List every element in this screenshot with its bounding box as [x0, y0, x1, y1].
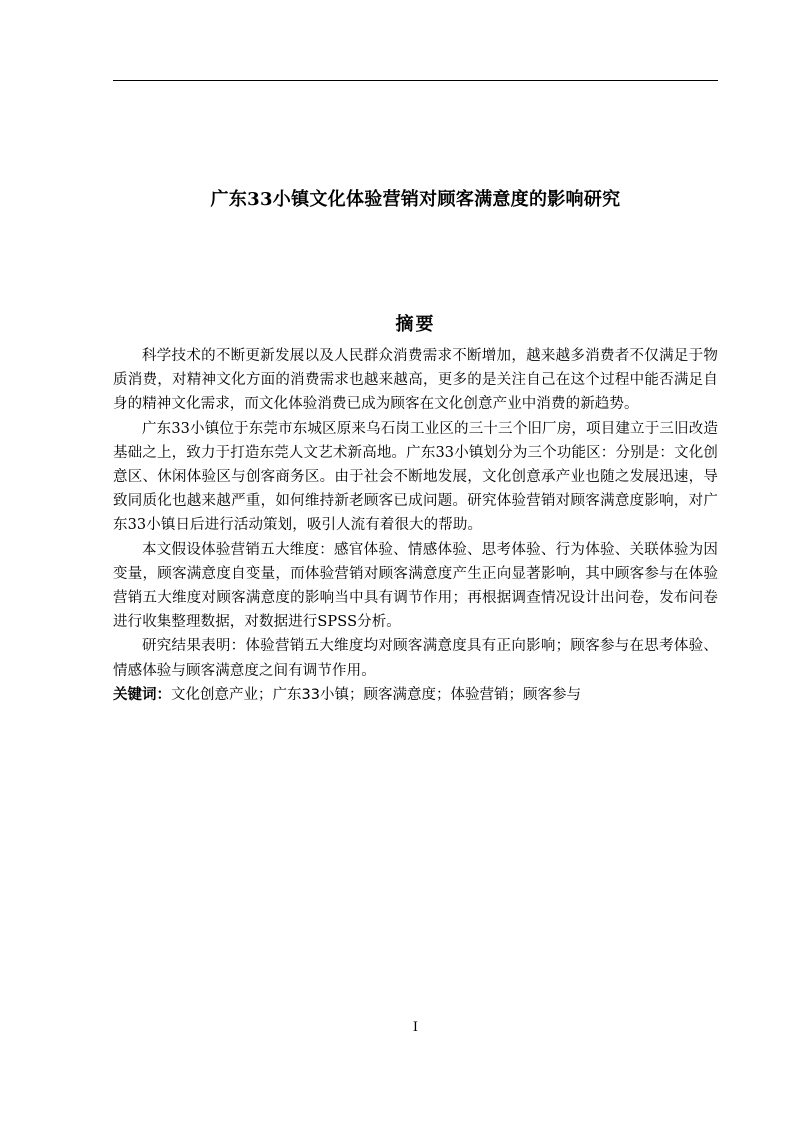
- abstract-paragraph-2: 广东33小镇位于东莞市东城区原来乌石岗工业区的三十三个旧厂房，项目建立于三旧改造基础之上，致力于打造东莞人文艺术新高地。广东33小镇划分为三个功能区：分别是：文化创意区、休闲体验区与创客商务区。由于社会不断地发展，文化创意承产业也随之发展迅速，导致同质化也越来越严重，如何维持新老顾客已成问题。研究体验营销对顾客满意度影响，对广东33小镇日后进行活动策划，吸引人流有着很大的帮助。: [113, 420, 718, 534]
- abstract-paragraph-1: 科学技术的不断更新发展以及人民群众消费需求不断增加，越来越多消费者不仅满足于物质消费，对精神文化方面的消费需求也越来越高，更多的是关注自己在这个过程中能否满足自身的精神文化需求，而文化体验消费已成为顾客在文化创意产业中消费的新趋势。: [113, 348, 718, 413]
- document-title: 广东33小镇文化体验营销对顾客满意度的影响研究: [210, 189, 621, 210]
- page-number: I: [412, 1020, 419, 1035]
- keywords-label: 关键词：: [113, 686, 171, 703]
- header-rule: [113, 80, 718, 81]
- keywords-text: 文化创意产业；广东33小镇；顾客满意度；体验营销；顾客参与: [171, 686, 581, 703]
- abstract-paragraph-4: 研究结果表明：体验营销五大维度均对顾客满意度具有正向影响；顾客参与在思考体验、情感体验与顾客满意度之间有调节作用。: [113, 638, 718, 679]
- keywords-line: [113, 683, 718, 707]
- abstract-heading: 摘要: [395, 314, 436, 335]
- abstract-body: [113, 344, 718, 707]
- abstract-paragraph-3: 本文假设体验营销五大维度：感官体验、情感体验、思考体验、行为体验、关联体验为因变量，顾客满意度自变量，而体验营销对顾客满意度产生正向显著影响，其中顾客参与在体验营销五大维度对顾客满意度的影响当中具有调节作用；再根据调查情况设计出问卷，发布问卷进行收集整理数据，对数据进行SPSS分析。: [113, 541, 718, 631]
